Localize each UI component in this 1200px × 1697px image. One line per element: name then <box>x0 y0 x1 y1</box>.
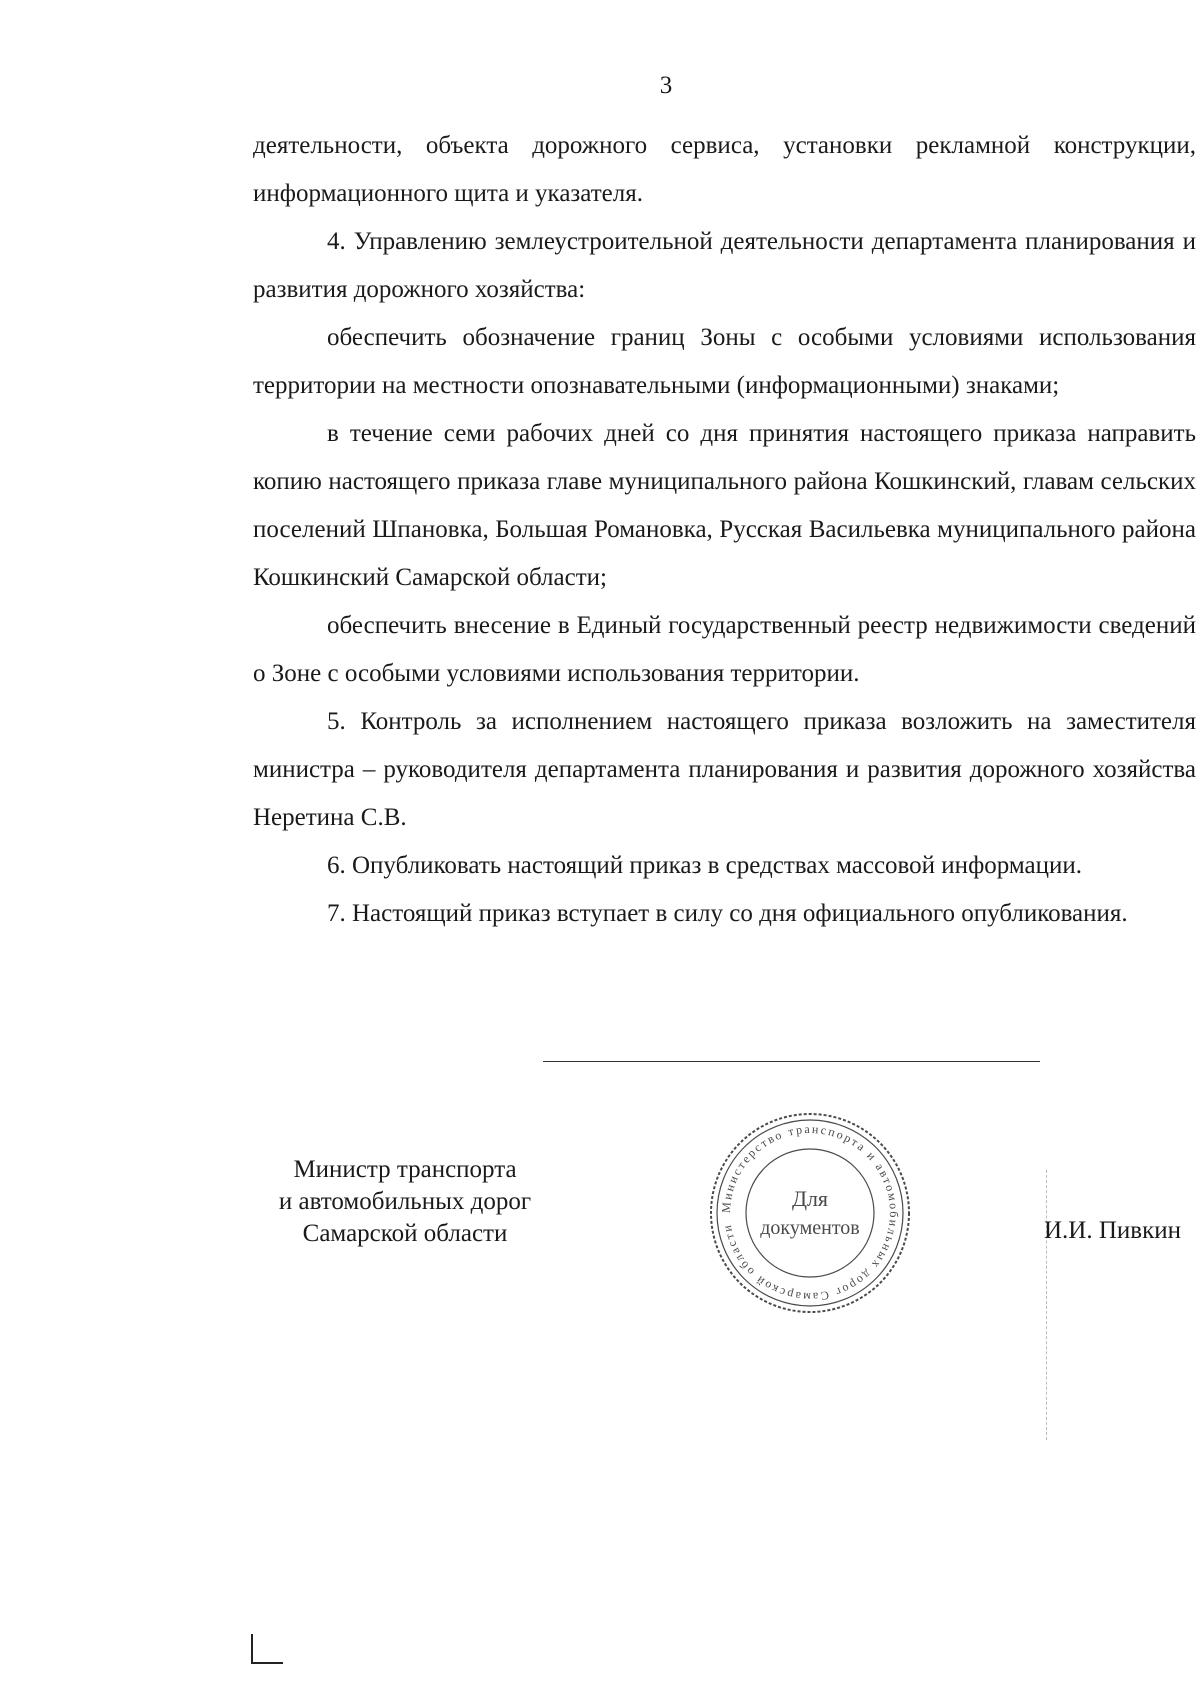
signer-position-line: Министр транспорта <box>293 1156 517 1183</box>
signer-position <box>240 1154 570 1250</box>
signer-position-line: Самарской области <box>302 1220 508 1247</box>
paragraph-boundary-marking: обеспечить обозначение границ Зоны с особыми условиями использования территории на местности опознавательными (информационными) знаками; <box>253 324 1196 399</box>
paragraph-item-6: 6. Опубликовать настоящий приказ в средствах массовой информации. <box>327 852 1083 879</box>
corner-mark <box>251 1634 283 1664</box>
paragraph-send-copy: в течение семи рабочих дней со дня принятия настоящего приказа направить копию настоящего приказа главе муниципального района Кошкинский, главам сельских поселений Шпановка, Большая Романовка, Русская Васильевка муниципального района Кошкинский Самарской области; <box>253 420 1196 591</box>
seal-center-ring <box>746 1149 874 1277</box>
paragraph-item-4: 4. Управлению землеустроительной деятельности департамента планирования и развития дорожного хозяйства: <box>253 228 1196 303</box>
page-number: 3 <box>659 72 673 99</box>
seal-center-line: Для <box>791 1186 829 1211</box>
signer-position-line: и автомобильных дорог <box>278 1188 532 1215</box>
seal-ring-text: Министерство транспорта и автомобильных дорог Самарской области <box>718 1121 902 1305</box>
seal-inner-ring <box>717 1120 903 1306</box>
seal-center-line: документов <box>760 1217 860 1239</box>
official-seal <box>705 1108 915 1318</box>
seal-outer-ring <box>711 1114 909 1312</box>
paragraph-registry: обеспечить внесение в Единый государственный реестр недвижимости сведений о Зоне с особыми условиями использования территории. <box>253 612 1196 687</box>
fold-line <box>1046 1170 1047 1440</box>
paragraph-continuation: деятельности, объекта дорожного сервиса, установки рекламной конструкции, информационного щита и указателя. <box>253 132 1196 207</box>
seal-graphic <box>705 1108 915 1318</box>
paragraph-item-5: 5. Контроль за исполнением настоящего приказа возложить на заместителя министра – руководителя департамента планирования и развития дорожного хозяйства Неретина С.В. <box>253 708 1196 831</box>
document-body <box>253 122 1196 938</box>
signer-name: И.И. Пивкин <box>1044 1217 1181 1244</box>
paragraph-item-7: 7. Настоящий приказ вступает в силу со дня официального опубликования. <box>327 900 1128 927</box>
divider-line <box>543 1061 1040 1062</box>
